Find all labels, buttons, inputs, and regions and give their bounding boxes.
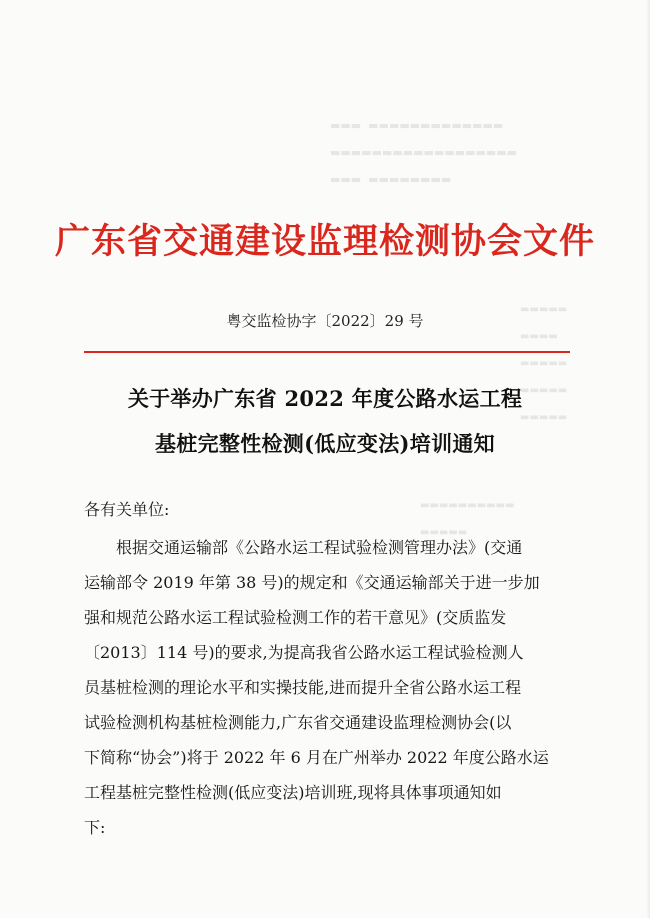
notice-title-line-1: 关于举办广东省 2022 年度公路水运工程: [127, 386, 523, 411]
bleed-through-artifact: ▬▬▬ ▬▬▬▬▬▬▬▬▬▬▬▬▬ ▬▬▬▬▬▬▬▬▬▬▬▬▬▬▬▬▬▬ ▬▬▬ ▬▬▬▬▬▬▬▬: [330, 119, 518, 186]
bleed-through-artifact: ▬▬▬▬▬ ▬▬▬▬ ▬▬▬▬▬ ▬▬▬▬▬ ▬▬▬▬▬: [520, 304, 568, 423]
body-line: 员基桩检测的理论水平和实操技能,进而提升全省公路水运工程: [84, 678, 522, 697]
red-divider-line: [84, 351, 570, 353]
body-line: 下简称“协会”)将于 2022 年 6 月在广州举办 2022 年度公路水运: [84, 748, 549, 767]
bleed-through-artifact: ▬▬▬▬▬▬▬▬▬▬ ▬▬▬▬▬: [420, 500, 515, 538]
body-paragraph: [84, 530, 574, 845]
document-number: 粤交监检协字〔2022〕29 号: [226, 312, 424, 330]
salutation: 各有关单位:: [84, 500, 170, 519]
body-line: 根据交通运输部《公路水运工程试验检测管理办法》(交通: [116, 538, 523, 557]
body-line: 强和规范公路水运工程试验检测工作的若干意见》(交质监发: [84, 608, 507, 627]
body-line: 下:: [84, 818, 106, 837]
body-line: 〔2013〕114 号)的要求,为提高我省公路水运工程试验检测人: [84, 643, 524, 662]
org-document-header: 广东省交通建设监理检测协会文件: [54, 221, 595, 262]
body-line: 工程基桩完整性检测(低应变法)培训班,现将具体事项通知如: [84, 783, 502, 802]
body-line: 试验检测机构基桩检测能力,广东省交通建设监理检测协会(以: [84, 713, 512, 732]
scan-edge-shadow: [646, 0, 650, 918]
notice-title-line-2: 基桩完整性检测(低应变法)培训通知: [155, 431, 495, 456]
body-line: 运输部令 2019 年第 38 号)的规定和《交通运输部关于进一步加: [84, 573, 540, 592]
